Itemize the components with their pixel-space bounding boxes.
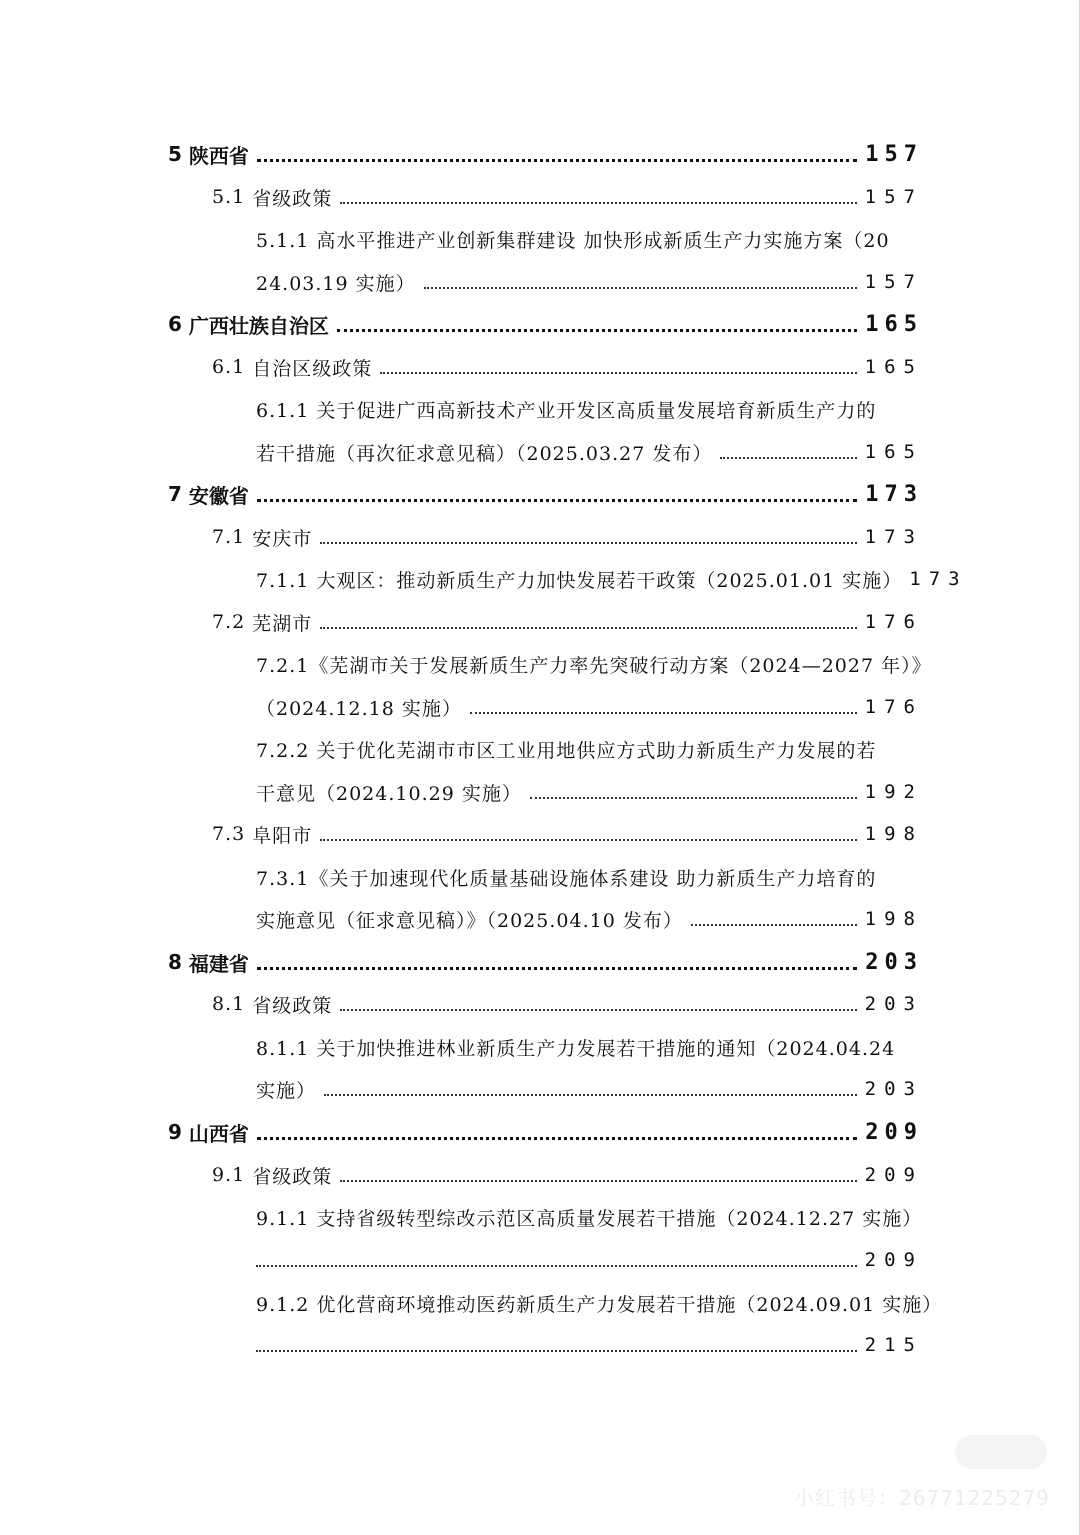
toc-entry-level2[interactable] [212,601,923,643]
toc-entry-level3-line1[interactable] [256,218,923,260]
toc-title-cont: 若干措施（再次征求意见稿）（2025.03.27 发布） [256,442,713,465]
toc-entry-level3-line2[interactable] [256,261,923,303]
toc-title: 省级政策 [252,1165,333,1188]
toc-entry-level3-line1[interactable] [256,643,936,685]
toc-entry-level3-line1[interactable] [256,856,923,898]
leader-dots [320,839,856,841]
leader-dots [470,712,857,714]
toc-number: 7 [168,482,182,506]
toc-title: 芜湖市 [252,612,313,635]
toc-page-number: 157 [864,186,923,208]
toc-number: 8 [168,950,182,974]
toc-entry-level3-line2[interactable] [256,1239,923,1281]
toc-title: 6.1.1 关于促进广西高新技术产业开发区高质量发展培育新质生产力的 [256,399,877,422]
leader-dots [340,1009,856,1011]
toc-page-number: 209 [865,1119,923,1145]
toc-title: 阜阳市 [252,824,313,847]
toc-entry-level3-line1[interactable] [256,388,923,430]
toc-page-number: 157 [865,141,923,167]
toc-number: 5.1 [212,186,246,208]
toc-title: 安徽省 [188,483,249,508]
toc-title: 山西省 [188,1121,249,1146]
leader-dots [424,287,857,289]
toc-entry-level2[interactable] [212,813,923,855]
leader-dots [256,1350,857,1352]
watermark-logo [955,1435,1047,1469]
toc-entry-level1[interactable] [168,473,923,515]
toc-page-number: 203 [864,993,923,1015]
toc-title: 8.1.1 关于加快推进林业新质生产力发展若干措施的通知（2024.04.24 [256,1037,896,1060]
toc-entry-level2[interactable] [212,983,923,1025]
toc-page-number: 192 [864,781,923,803]
toc-page-number: 215 [864,1334,923,1356]
toc-entry-level3[interactable] [256,558,976,600]
leader-dots [530,797,857,799]
toc-page-number: 165 [864,356,923,378]
toc-page-number: 203 [865,949,923,975]
toc-title: 9.1.2 优化营商环境推动医药新质生产力发展若干措施（2024.09.01 实施） [256,1293,943,1316]
toc-page-number: 173 [909,568,968,590]
toc-title: 福建省 [188,951,249,976]
toc-entry-level3-line1[interactable] [256,728,923,770]
leader-dots [380,372,856,374]
toc-title: 自治区级政策 [252,357,373,380]
toc-title: 安庆市 [252,527,313,550]
toc-title: 7.2.2 关于优化芜湖市市区工业用地供应方式助力新质生产力发展的若 [256,739,877,762]
toc-entry-level3-line2[interactable] [256,898,923,940]
toc-entry-level3-line1[interactable] [256,1282,946,1324]
toc-number: 7.1 [212,526,246,548]
leader-dots [691,924,857,926]
toc-title-cont: 实施意见（征求意见稿）》（2025.04.10 发布） [256,909,683,932]
toc-entry-level3-line1[interactable] [256,1196,923,1238]
toc-number: 7.2 [212,611,246,633]
toc-entry-level1[interactable] [168,133,923,175]
toc-entry-level1[interactable] [168,303,923,345]
toc-title: 省级政策 [252,994,333,1017]
leader-dots [257,499,857,502]
toc-page-number: 176 [864,696,923,718]
toc-entry-level2[interactable] [212,346,923,388]
toc-number: 9 [168,1120,182,1144]
toc-page-number: 157 [864,271,923,293]
toc-title: 7.1.1 大观区：推动新质生产力加快发展若干政策（2025.01.01 实施） [256,569,903,592]
toc-entry-level3-line2[interactable] [256,1068,923,1110]
toc-entry-level3-line2[interactable] [256,431,923,473]
toc-number: 9.1 [212,1164,246,1186]
watermark-text: 小红书号：26771225279 [794,1486,1050,1510]
toc-number: 5 [168,142,182,166]
leader-dots [320,542,856,544]
toc-number: 8.1 [212,993,246,1015]
toc-title-cont: 24.03.19 实施） [256,272,416,295]
toc-title: 5.1.1 高水平推进产业创新集群建设 加快形成新质生产力实施方案（20 [256,229,890,252]
leader-dots [320,627,856,629]
toc-title: 7.3.1《关于加速现代化质量基础设施体系建设 助力新质生产力培育的 [256,867,877,890]
toc-entry-level3-line1[interactable] [256,1026,923,1068]
toc-page-number: 173 [865,481,923,507]
toc-number: 6 [168,312,182,336]
leader-dots [720,457,856,459]
toc-title-cont: 实施） [256,1079,317,1102]
toc-title: 省级政策 [252,187,333,210]
leader-dots [340,202,856,204]
toc-page-number: 173 [864,526,923,548]
toc-page-number: 176 [864,611,923,633]
toc-number: 7.3 [212,823,246,845]
leader-dots [257,967,857,970]
toc-page-number: 203 [864,1078,923,1100]
leader-dots [257,1137,857,1140]
toc-entry-level1[interactable] [168,941,923,983]
leader-dots [337,329,857,332]
toc-page-number: 165 [864,441,923,463]
toc-title-cont: （2024.12.18 实施） [256,697,462,720]
toc-title: 7.2.1《芜湖市关于发展新质生产力率先突破行动方案（2024—2027 年）》 [256,654,932,677]
toc-title: 9.1.1 支持省级转型综改示范区高质量发展若干措施（2024.12.27 实施） [256,1207,923,1230]
toc-entry-level2[interactable] [212,516,923,558]
toc-title: 陕西省 [188,143,249,168]
leader-dots [324,1094,857,1096]
toc-title-cont: 干意见（2024.10.29 实施） [256,782,522,805]
toc-entry-level3-line2[interactable] [256,771,923,813]
toc-page-number: 209 [864,1164,923,1186]
toc-entry-level2[interactable] [212,176,923,218]
leader-dots [257,159,857,162]
toc-title: 广西壮族自治区 [188,313,329,338]
toc-entry-level3-line2[interactable] [256,686,923,728]
toc-page-number: 165 [865,311,923,337]
toc-entry-level2[interactable] [212,1154,923,1196]
toc-entry-level1[interactable] [168,1111,923,1153]
toc-page-number: 198 [864,908,923,930]
leader-dots [340,1180,856,1182]
toc-entry-level3-line2[interactable] [256,1324,923,1366]
toc-page-number: 209 [864,1249,923,1271]
toc-number: 6.1 [212,356,246,378]
leader-dots [256,1265,857,1267]
toc-page-number: 198 [864,823,923,845]
